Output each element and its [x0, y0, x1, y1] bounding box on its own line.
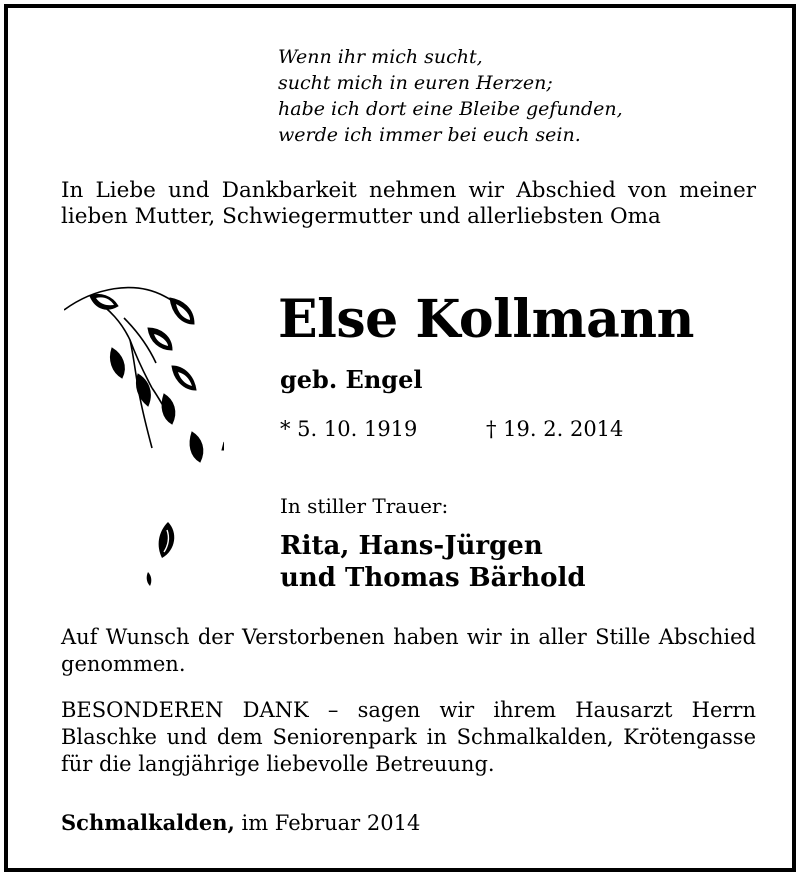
deceased-name: Else Kollmann — [278, 289, 694, 350]
death-date: † 19. 2. 2014 — [486, 417, 624, 441]
poem-line: sucht mich in euren Herzen; — [278, 72, 553, 94]
mourners-label: In stiller Trauer: — [280, 494, 449, 518]
farewell-paragraph: Auf Wunsch der Verstorbenen haben wir in aller Stille Abschied genommen. — [61, 625, 756, 676]
closing-line — [61, 809, 420, 837]
poem-line: werde ich immer bei euch sein. — [278, 124, 581, 146]
poem — [278, 44, 623, 148]
intro-text: In Liebe und Dankbarkeit nehmen wir Abschied von meiner lieben Mutter, Schwiegermutter und allerliebsten Oma — [61, 178, 756, 229]
poem-line: Wenn ihr mich sucht, — [278, 46, 483, 68]
mourners-line: und Thomas Bärhold — [280, 563, 586, 593]
closing-place: Schmalkalden, — [61, 810, 235, 835]
birth-date: * 5. 10. 1919 — [280, 417, 418, 441]
closing-date: im Februar 2014 — [241, 811, 421, 835]
thanks-paragraph: BESONDEREN DANK – sagen wir ihrem Hausarzt Herrn Blaschke und dem Seniorenpark in Schmalkalden, Krötengasse für die langjährige liebevolle Betreuung. — [61, 698, 756, 776]
mourners-line: Rita, Hans-Jürgen — [280, 531, 543, 561]
falling-leaf-icon — [138, 518, 178, 588]
notice-frame — [4, 4, 796, 872]
birch-branch-icon — [64, 278, 224, 468]
mourners-names — [280, 530, 586, 594]
birth-name: geb. Engel — [280, 365, 423, 394]
poem-line: habe ich dort eine Bleibe gefunden, — [278, 98, 623, 120]
life-dates — [280, 414, 624, 444]
